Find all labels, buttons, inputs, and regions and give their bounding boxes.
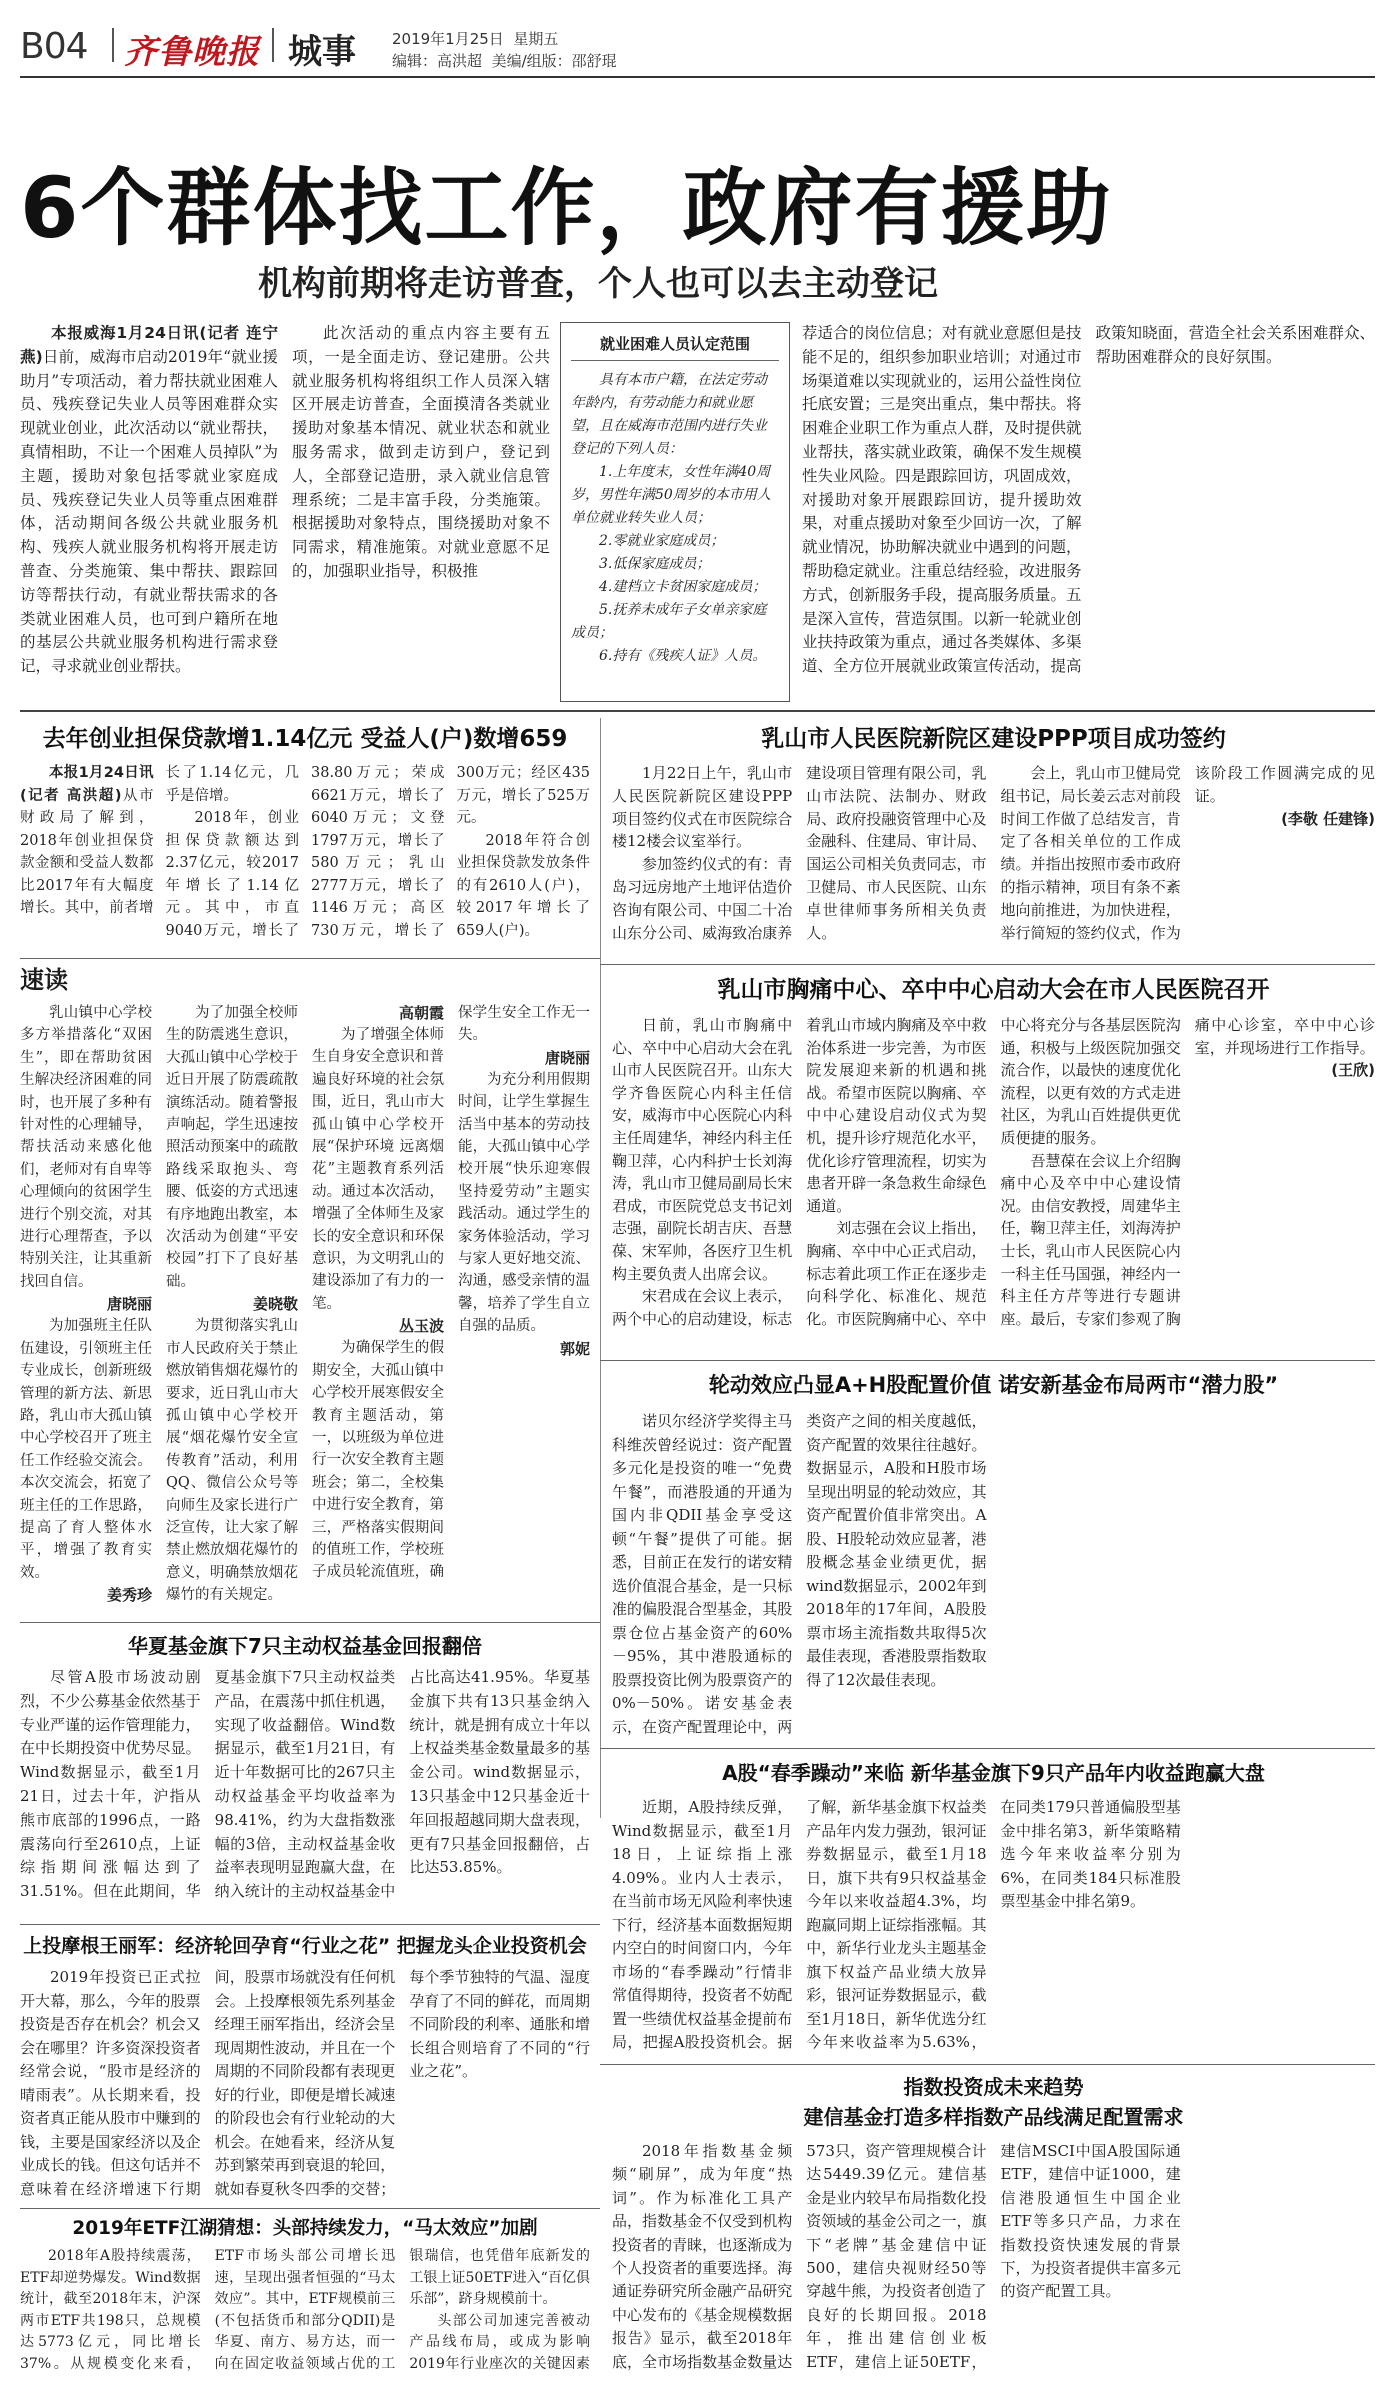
ppp-byline: (李敬 任建锋) [1281, 809, 1375, 828]
eligibility-item: 3.低保家庭成员； [599, 556, 711, 572]
lead-paragraph-1: 日前，威海市启动2019年“就业援助月”专项活动，着力帮扶就业困难人员、残疾登记失业人员等困难群众实现就业创业，此次活动以“就业帮扶，真情相助，不让一个困难人员掉队”为主题，援助对象包括零就业家庭成员、残疾登记失业人员等重点困难群体，活动期间各级公共就业服务机构、残疾人就业服务机构将开展走访普查、分类施策、集中帮扶、跟踪回访等帮扶行动，有就业帮扶需求的各类就业困难人员，也可到户籍所在地的基层公共就业服务机构进行需求登记，寻求就业创业帮扶。 [20, 347, 279, 676]
ppp-paragraph-1: 1月22日上午，乳山市人民医院新院区建设PPP项目签约仪式在市医院综合楼12楼会议室举行。 [612, 764, 793, 851]
issue-date: 2019年1月25日 [392, 30, 504, 48]
index-headline-1: 指数投资成未来趋势 [903, 2075, 1084, 2099]
etf-paragraph-2: 头部公司加速完善被动产品线布局，或成为影响2019年行业座次的关键因素 [409, 2312, 590, 2372]
editor-credit: 编辑：高洪超 [392, 52, 483, 70]
brief-author: 丛玉波 [398, 1317, 444, 1336]
brief-author: 姜晓敬 [252, 1295, 298, 1314]
pain-center-body [612, 1014, 1375, 1352]
pain-paragraph-4: 吾慧葆在会议上介绍胸痛中心及卒中中心建设情况。由信安教授，周建华主任，鞠卫萍主任，刘海涛护士长，乳山市人民医院心内一科主任马国强，神经内一科主任方芹等进行专题讲座。最后，专家们参观了胸痛中心诊室，卒中中心诊室，并现场进行工作指导。 [1000, 1016, 1375, 1328]
eligibility-item: 1.上年度末，女性年满40周岁，男性年满50周岁的本市用人单位就业转失业人员； [571, 464, 771, 526]
loan-headline: 去年创业担保贷款增1.14亿元 受益人(户)数增659 [42, 726, 568, 752]
lead-headline: 6个群体找工作，政府有援助 [20, 159, 1113, 257]
aplush-body [612, 1410, 1375, 1740]
aplush-paragraph-1: 诺贝尔经济学奖得主马科维茨曾经说过：资产配置多元化是投资的唯一“免费午餐”，而港股通的开通为国内非QDII基金享受这顿“午餐”提供了可能。据悉，目前正在发行的诺安精选价值混合基金，是一只标准的偏股混合型基金，其股票仓位占基金资产的60%－95%，其中港股通标的股票投资比例为股票资产的0%－50%。诺安基金表示，在资产配置理论中，两类资产之间的相关度越低，资产配置的效果往往越好。数据显示，A股和H股市场呈现出明显的轮动效应，其资产配置价值非常突出。A股、H股轮动效应显著，港股概念基金业绩更优，据wind数据显示，2002年到2018年的17年间，A股股票市场主流指数共取得5次最佳表现，香港股票指数取得了12次最佳表现。 [612, 1412, 987, 1736]
fund-body [20, 1966, 590, 2204]
masthead-rule [20, 76, 1375, 78]
brief-author: 郭妮 [559, 1339, 590, 1358]
pain-paragraph-2: 宋君成在会议上表示，两个中心的启动建设，标志着乳山市域内胸痛及卒中救治体系进一步完善，为市医院发展迎来新的机遇和挑战。希望市医院以胸痛、卒中中心建设启动仪式为契机，提升诊疗规范化水平，优化诊疗管理流程，切实为患者开辟一条急救生命绿色通道。 [612, 1016, 987, 1328]
loan-body [20, 762, 590, 952]
ppp-headline: 乳山市人民医院新院区建设PPP项目成功签约 [761, 726, 1226, 752]
etf-body [20, 2246, 590, 2386]
spring-headline: A股“春季躁动”来临 新华基金旗下9只产品年内收益跑赢大盘 [722, 1761, 1265, 1785]
pain-center-headline: 乳山市胸痛中心、卒中中心启动大会在市人民医院召开 [717, 977, 1270, 1003]
eligibility-item: 2.零就业家庭成员； [599, 533, 725, 549]
eligibility-item: 4.建档立卡贫困家庭成员； [599, 579, 767, 595]
brief-item: 为加强班主任队伍建设，引领班主任专业成长，创新班级管理的新方法、新思路，乳山市大孤山镇中心学校召开了班主任工作经验交流会。本次交流会，拓宽了班主任的工作思路，提高了育人整体水平，增强了教育实效。 [20, 1318, 152, 1581]
pain-paragraph-3: 刘志强在会议上指出，胸痛、卒中中心正式启动，标志着此项工作正在逐步走向科学化、标准化、规范化。市医院胸痛中心、卒中中心将充分与各基层医院沟通，积极与上级医院加强交流合作，以最快的速度优化流程，以更有效的方式走进社区，为乳山百姓提供更优质便捷的服务。 [806, 1016, 1181, 1328]
eligibility-item: 6.持有《残疾人证》人员。 [599, 648, 767, 664]
etf-paragraph-1: 2018年A股持续震荡，ETF却逆势爆发。Wind数据统计，截至2018年末，沪深两市ETF共198只，总规模达5773亿元，同比增长37%。从规模变化来看，ETF市场头部公司增长迅速，呈现出强者恒强的“马太效应”。其中，ETF规模前三(不包括货币和部分QDII)是华夏、南方、易方达，而一向在固定收益领域占优的工银瑞信，也凭借年底新发的工银上证50ETF进入“百亿俱乐部”，跻身规模前十。 [20, 2248, 590, 2372]
index-body [612, 2140, 1375, 2386]
brief-item: 为了增强全体师生自身安全意识和普遍良好环境的社会氛围，近日，乳山市大孤山镇中心学校开展“保护环境 远离烟花”主题教育系列活动。通过本次活动，增强了全体师生及家长的安全意识和环保意识，为文明乳山的建设添加了有力的一笔。 [312, 1027, 444, 1312]
lead-subheadline: 机构前期将走访普查，个人也可以去主动登记 [258, 264, 938, 304]
huaxia-paragraph-1: 尽管A股市场波动剧烈，不少公募基金依然基于专业严谨的运作管理能力，在中长期投资中优势尽显。Wind数据显示，截至1月21日，过去十年，沪指从熊市底部的1996点，一路震荡向行至2610点，上证综指期间涨幅达到了31.51%。但在此期间，华夏基金旗下7只主动权益类产品，在震荡中抓住机遇，实现了收益翻倍。Wind数据显示，截至1月21日，有近十年数据可比的267只主动权益基金平均收益率为98.41%，约为大盘指数涨幅的3倍，主动权益基金收益率表现明显跑赢大盘，在纳入统计的主动权益基金中占比高达41.95%。华夏基金旗下共有13只基金纳入统计，就是拥有成立十年以上权益类基金数量最多的基金公司。wind数据显示，13只基金中12只基金近十年回报超越同期大盘表现，更有7只基金回报翻倍，占比达53.85%。 [20, 1668, 590, 1901]
brief-author: 姜秀珍 [106, 1586, 152, 1605]
loan-dateline: 本报1月24日讯(记者 高洪超) [20, 765, 154, 804]
pain-byline: (王欣) [1331, 1061, 1375, 1080]
lead-body-continued [802, 322, 1375, 702]
lead-paragraph-2-part: 此次活动的重点内容主要有五项，一是全面走访、登记建册。公共就业服务机构将组织工作人员深入辖区开展走访普查，全面摸清各类就业援助对象基本情况、就业状态和就业服务需求，做到走访到户，登记到人，全部登记造册，录入就业信息管理系统；二是丰富手段，分类施策。根据援助对象特点，围绕援助对象不同需求，精准施策。对就业意愿不足的，加强职业指导，积极推 [292, 324, 550, 580]
spring-paragraph-1: 近期，A股持续反弹，Wind数据显示，截至1月18日，上证综指上涨4.09%。业内人士表示，在当前市场无风险利率快速下行，经济基本面数据短期内空白的时间窗口内，今年市场的“春季躁动”行情非常值得期待，投资者不妨配置一些绩优权益基金提前布局，把握A股投资机会。据了解，新华基金旗下权益类产品年内发力强劲，银河证券数据显示，截至1月18日，旗下共有9只权益基金今年以来收益超4.3%，均跑赢同期上证综指涨幅。其中，新华行业龙头主题基金旗下权益产品业绩大放异彩，银河证券数据显示，截至1月18日，新华优选分红今年来收益率为5.63%，在同类179只普通偏股型基金中排名第3，新华策略精选今年来收益率分别为6%，在同类184只标准股票型基金中排名第9。 [612, 1798, 1181, 2051]
page-code: B04 [20, 26, 88, 67]
eligibility-item: 5.抚养未成年子女单亲家庭成员； [571, 602, 767, 641]
issue-weekday: 星期五 [513, 30, 559, 48]
lead-body [20, 322, 550, 702]
brief-item: 为了加强全校师生的防震逃生意识，大孤山镇中心学校于近日开展了防震疏散演练活动。随着警报声响起，学生迅速按照活动预案中的疏散路线采取抱头、弯腰、低姿的方式迅速有序地跑出教室，本次活动为创建“平安校园”打下了良好基础。 [166, 1005, 298, 1290]
briefs-body [20, 1002, 590, 1612]
eligibility-box [560, 322, 790, 702]
index-headline-2: 建信基金打造多样指数产品线满足配置需求 [803, 2105, 1184, 2129]
section-name: 城事 [288, 32, 356, 72]
loan-paragraph-2: 2018年，创业担保贷款额达到2.37亿元，较2017年增长了1.14亿元。其中，市直9040万元，增长了38.80万元；荣成6621万元，增长了6040万元；文登1797万元，增长了580万元；乳山2777万元，增长了1146万元；高区730万元，增长了300万元；经区435万元，增长了525万元。 [165, 765, 590, 939]
masthead [20, 12, 1375, 70]
lead-dateline: 本报威海1月24日讯(记者 连宁燕) [20, 324, 278, 366]
index-paragraph-1: 2018年指数基金频频“刷屏”，成为年度“热词”。作为标准化工具产品，指数基金不仅受到机构投资者的青睐，也逐渐成为个人投资者的重要选择。海通证券研究所金融产品研究中心发布的《基金规模数据报告》显示，截至2018年底，全市场指数基金数量达573只，资产管理规模合计达5449.39亿元。建信基金是业内较早布局指数化投资领域的基金公司之一，旗下“老牌”基金建信中证500，建信央视财经50等穿越牛熊，为投资者创造了良好的长期回报。2018年，推出建信创业板ETF，建信上证50ETF，建信MSCI中国A股国际通ETF，建信中证1000，建信港股通恒生中国企业ETF等多只产品，力求在指数投资快速发展的背景下，为投资者提供丰富多元的资产配置工具。 [612, 2142, 1181, 2371]
huaxia-body [20, 1666, 590, 1916]
brief-item: 乳山镇中心学校多方举措落化“双困生”，即在帮助贫困生解决经济困难的同时，也开展了多种有针对性的心理辅导，帮扶活动来感化他们，老师对有自卑等心理倾向的贫困学生进行个别交流，对其进行心理帮查，予以特别关注，让其重新找回自信。 [20, 1005, 152, 1290]
etf-headline: 2019年ETF江湖猜想：头部持续发力，“马太效应”加剧 [72, 2218, 538, 2239]
brief-author: 唐晓丽 [106, 1295, 152, 1314]
designer-credit: 美编/组版：邵舒琨 [491, 52, 617, 70]
brief-author: 唐晓丽 [544, 1048, 590, 1067]
pain-paragraph-1: 日前，乳山市胸痛中心、卒中中心启动大会在乳山市人民医院召开。山东大学齐鲁医院心内科主任信安，威海市中心医院心内科主任周建华，神经内科主任鞠卫萍，心内科护士长刘海涛，乳山市卫健局副局长宋君成，市医院党总支书记刘志强，副院长胡吉庆、吾慧葆、宋军帅，各医疗卫生机构主要负责人出席会议。 [612, 1016, 793, 1283]
ppp-body [612, 762, 1375, 960]
eligibility-box-intro: 具有本市户籍，在法定劳动年龄内，有劳动能力和就业愿望，且在威海市范围内进行失业登记的下列人员： [571, 372, 767, 457]
lead-bottom-rule [20, 710, 1375, 712]
ppp-paragraph-2: 参加签约仪式的有：青岛习远房地产土地评估造价咨询有限公司、中国二十冶山东分公司、威海致冶康养建设项目管理有限公司，乳山市法院、法制办、财政局、政府投融资管理中心及金融科、住建局、审计局、国运公司相关负责同志，市卫健局、市人民医院、山东卓世律师事务所相关负责人。 [612, 764, 987, 942]
lead-paragraph-2: 荐适合的岗位信息；对有就业意愿但是技能不足的，组织参加职业培训；对通过市场渠道难以实现就业的，运用公益性岗位托底安置；三是突出重点，集中帮扶。将困难企业职工作为重点人群，及时提供就业帮扶，落实就业政策，确保不发生规模性失业风险。四是跟踪回访，巩固成效，对援助对象开展跟踪回访，提升援助效果，对重点援助对象至少回访一次，了解就业情况，协助解决就业中遇到的问题，帮助稳定就业。注重总结经验，改进服务方式，创新服务手段，提高服务质量。五是深入宣传，营造氛围。以新一轮就业创业扶持政策为重点，通过各类媒体、多渠道、全方位开展就业政策宣传活动，提高政策知晓面，营造全社会关系困难群众、帮助困难群众的良好氛围。 [802, 324, 1375, 676]
fund-headline: 上投摩根王丽军：经济轮回孕育“行业之花” 把握龙头企业投资机会 [23, 1935, 587, 1957]
ppp-paragraph-3: 会上，乳山市卫健局党组书记，局长姜云志对前段时间工作做了总结发言，肯定了各相关单位的工作成绩。并指出按照市委市政府的指示精神，项目有条不紊地向前推进，为加快进程，举行简短的签约仪式，作为该阶段工作圆满完成的见证。 [1000, 764, 1375, 942]
aplush-headline: 轮动效应凸显A+H股配置价值 诺安新基金布局两市“潜力股” [708, 1373, 1279, 1397]
spring-body [612, 1796, 1375, 2056]
brief-author: 高朝霞 [398, 1004, 444, 1022]
huaxia-headline: 华夏基金旗下7只主动权益基金回报翻倍 [128, 1634, 482, 1658]
brief-item: 为贯彻落实乳山市人民政府关于禁止燃放销售烟花爆竹的要求，近日乳山市大孤山镇中心学校开展“烟花爆竹安全宣传教育”活动，利用QQ、微信公众号等向师生及家长进行广泛宣传，让大家了解禁止燃放烟花爆竹的意义，明确禁放烟花爆竹的有关规定。 [166, 1318, 298, 1604]
newspaper-logo: 齐鲁晚报 [124, 32, 260, 71]
briefs-title: 速读 [20, 966, 68, 994]
fund-paragraph-1: 2019年投资已正式拉开大幕，那么，今年的股票投资是否存在机会？机会又会在哪里？许多资深投资者经常会说，“股市是经济的晴雨表”。从长期来看，投资者真正能从股市中赚到的钱，主要是国家经济以及企业成长的钱。但这句话并不意味着在经济增速下行期间，股票市场就没有任何机会。上投摩根领先系列基金经理王丽军指出，经济会呈现周期性波动，并且在一个周期的不同阶段都有表现更好的行业，即便是增长减速的阶段也会有行业轮动的大机会。在她看来，经济从复苏到繁荣再到衰退的轮回，就如春夏秋冬四季的交替；每个季节独特的气温、湿度孕育了不同的鲜花，而周期不同阶段的利率、通胀和增长组合则培育了不同的“行业之花”。 [20, 1968, 590, 2198]
eligibility-box-title: 就业困难人员认定范围 [571, 333, 779, 361]
loan-paragraph-3: 2018年符合创业担保贷款发放条件的有2610人(户)，较2017年增长了659人(户)。 [456, 832, 590, 939]
brief-item: 为充分利用假期时间，让学生掌握生活当中基本的劳动技能，大孤山镇中心学校开展“快乐迎寒假 坚持爱劳动”主题实践活动。通过学生的家务体验活动，学习与家人更好地交流、沟通，感受亲情的温馨，培养了学生自立自强的品质。 [458, 1071, 590, 1335]
brief-item: 为确保学生的假期安全，大孤山镇中心学校开展寒假安全教育主题活动，第一，以班级为单位进行一次安全教育主题班会；第二，全校集中进行安全教育，第三，严格落实假期间的值班工作，学校班子成员轮流值班，确保学生安全工作无一失。 [312, 1005, 590, 1581]
loan-paragraph-1: 从市财政局了解到，2018年创业担保贷款金额和受益人数都比2017年有大幅度增长。其中，前者增长了1.14亿元，几乎是倍增。 [20, 765, 299, 916]
